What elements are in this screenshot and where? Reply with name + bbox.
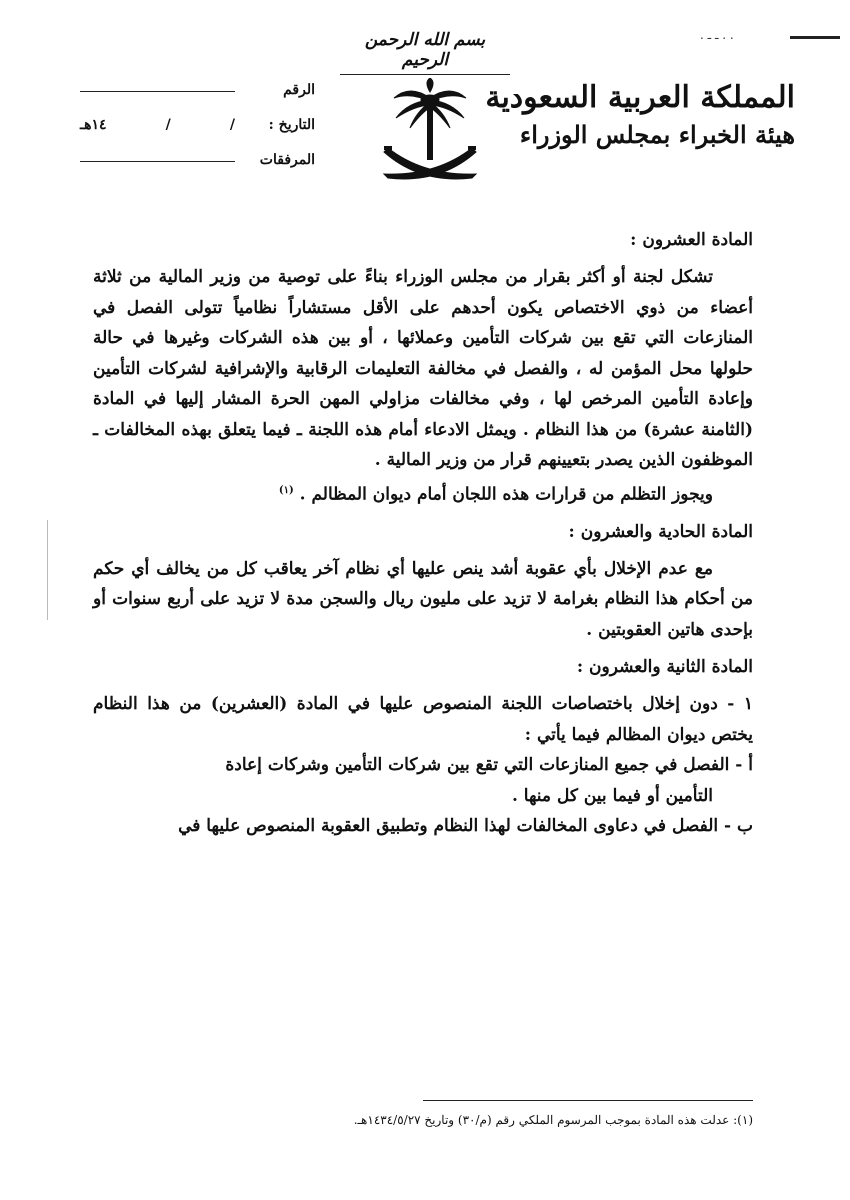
article-22-item-b: ب - الفصل في دعاوى المخالفات لهذا النظام وتطبيق العقوبة المنصوص عليها في — [178, 816, 753, 837]
date-label: التاريخ : — [268, 117, 315, 133]
article-20-paragraph-2-text: ويجوز التظلم من قرارات هذه اللجان أمام ديوان المظالم . — [299, 484, 713, 505]
article-20-paragraph-1: تشكل لجنة أو أكثر بقرار من مجلس الوزراء بناءً على توصية من وزير المالية من ثلاثة أعضاء من ذوي الاختصاص يكون أحدهم على الأقل مستشاراً نظامياً تتولى الفصل في المنازعات التي تقع بين شركات التأمين وعملائها ، أو بين هذه الشركات وغيرها في حالة حلولها محل المؤمن له ، والفصل في مخالفة التعليمات الرقابية والإشرافية لشركات التأمين وإعادة التأمين المرخص لها ، وفي مخالفات مزاولي المهن الحرة المشار إليها في المادة (الثامنة عشرة) من هذا النظام . ويمثل الادعاء أمام هذه اللجنة ـ فيما يتعلق بهذه المخالفات ـ الموظفون الذين يصدر بتعيينهم قرار من وزير المالية . — [93, 267, 753, 470]
article-21-paragraph-1: مع عدم الإخلال بأي عقوبة أشد ينص عليها أي نظام آخر يعاقب كل من يخالف أي حكم من أحكام هذا النظام بغرامة لا تزيد على مليون ريال والسجن مدة لا تزيد على أربع سنوات أو بإحدى هاتين العقوبتين . — [93, 558, 753, 640]
organization-header — [485, 78, 795, 152]
corner-marks: . . ـ ـ . — [700, 28, 734, 42]
article-22-title: المادة الثانية والعشرون : — [576, 657, 753, 678]
reference-fields — [80, 82, 315, 187]
footnote-divider — [423, 1100, 753, 1101]
date-row — [80, 117, 315, 152]
corner-bar — [790, 36, 840, 39]
reference-number-row — [80, 82, 315, 117]
reference-number-label: الرقم — [283, 82, 315, 98]
org-subname: هيئة الخبراء بمجلس الوزراء — [519, 120, 795, 149]
article-22-item-1: ١ - دون إخلال باختصاصات اللجنة المنصوص عليها في المادة (العشرين) من هذا النظام يختص ديوان المظالم فيما يأتي : — [93, 694, 753, 745]
footnote-reference: (١) — [278, 484, 294, 496]
attachments-label: المرفقات — [259, 152, 315, 168]
footnote-text: (١): عدلت هذه المادة بموجب المرسوم الملكي رقم (م/٣٠) وتاريخ ١٤٣٤/٥/٢٧هـ. — [353, 1113, 753, 1127]
palm-swords-emblem-icon — [380, 78, 480, 196]
document-body — [93, 218, 753, 842]
attachments-row — [80, 152, 315, 187]
date-field — [80, 117, 235, 133]
scan-margin-line — [47, 520, 48, 620]
date-slash-1: / — [229, 117, 235, 133]
date-slash-2: / — [165, 117, 171, 133]
org-name: المملكة العربية السعودية — [485, 80, 795, 115]
date-hijri-suffix: ١٤هـ — [80, 117, 107, 133]
reference-number-line — [80, 91, 235, 92]
basmala: بسم الله الرحمن الرحيم — [340, 30, 510, 75]
article-22-item-a-line-1: أ - الفصل في جميع المنازعات التي تقع بين شركات التأمين وشركات إعادة — [225, 755, 753, 776]
article-21-title: المادة الحادية والعشرون : — [568, 521, 753, 542]
article-22-item-a-line-2: التأمين أو فيما بين كل منها . — [511, 785, 713, 806]
article-20-paragraph-2 — [93, 476, 753, 510]
article-20-title: المادة العشرون : — [630, 230, 753, 250]
attachments-line — [80, 161, 235, 162]
